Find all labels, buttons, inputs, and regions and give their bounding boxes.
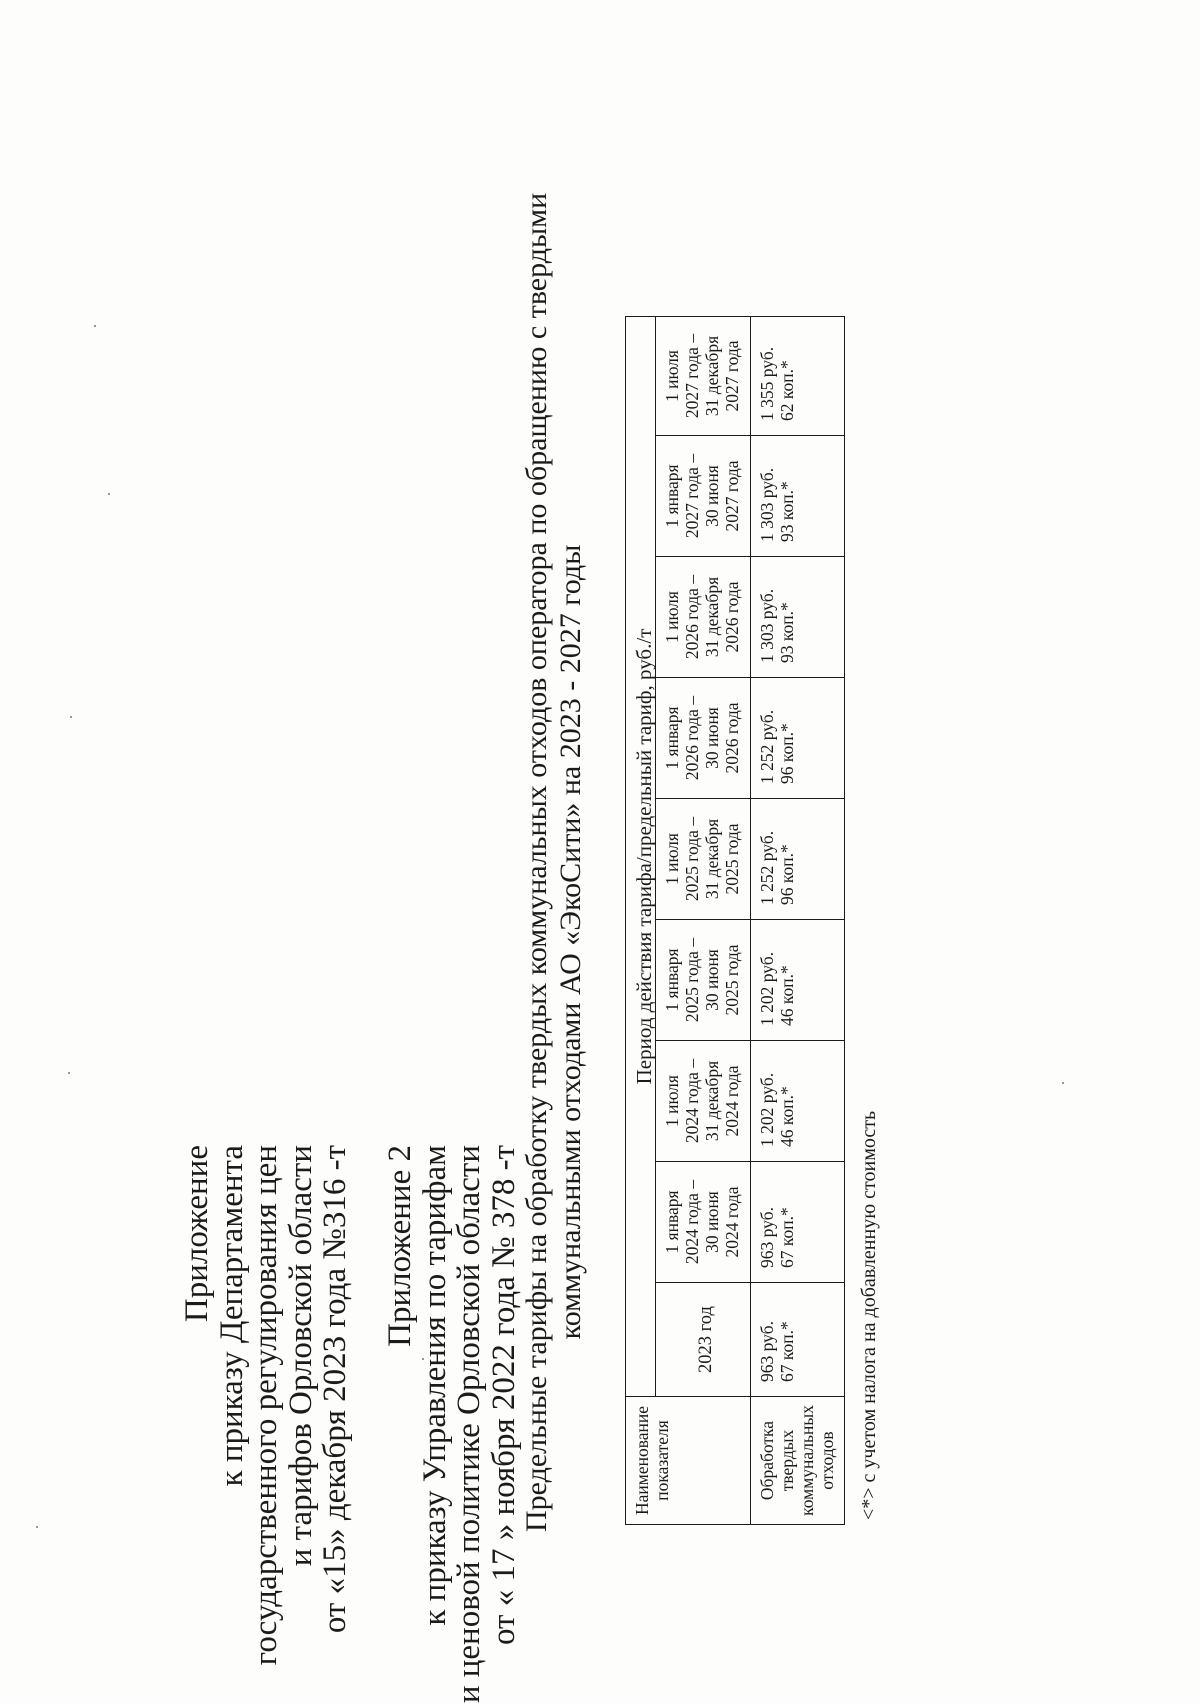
value-line: 67 коп.* bbox=[777, 1321, 797, 1382]
period-line: 1 января bbox=[662, 948, 682, 1012]
period-line: 2027 года – bbox=[682, 333, 702, 419]
footnote: <*> с учетом налога на добавленную стоимость bbox=[858, 1110, 880, 1520]
period-line: 2024 года – bbox=[682, 1058, 702, 1144]
period-line: 30 июня bbox=[702, 949, 722, 1011]
appendix-current-date: от «15» декабря 2023 года №316 -т bbox=[317, 1145, 353, 1634]
value-line: 1 252 руб. bbox=[757, 830, 777, 905]
period-cell bbox=[656, 1041, 751, 1162]
period-line: 1 июля bbox=[662, 350, 682, 402]
value-line: 963 руб. bbox=[757, 1207, 777, 1268]
period-line: 31 декабря bbox=[702, 576, 722, 658]
title-line: Предельные тарифы на обработку твердых коммунальных отходов оператора по обращению с твердыми bbox=[520, 192, 553, 1532]
appendix-previous-heading: Приложение 2 bbox=[382, 1145, 418, 1347]
period-cell bbox=[656, 799, 751, 920]
value-line: 1 202 руб. bbox=[757, 1072, 777, 1147]
period-line: 1 июля bbox=[662, 833, 682, 885]
header-line: Наименование bbox=[632, 1405, 652, 1516]
period-line: 1 июля bbox=[662, 1075, 682, 1127]
document-title bbox=[520, 192, 588, 1532]
tariff-value-cell bbox=[751, 799, 845, 920]
period-cell bbox=[656, 1162, 751, 1283]
value-line: 1 202 руб. bbox=[757, 951, 777, 1026]
period-line: 1 января bbox=[662, 1190, 682, 1254]
period-line: 30 июня bbox=[702, 707, 722, 769]
value-line: 963 руб. bbox=[757, 1321, 777, 1382]
period-line: 2025 года bbox=[722, 823, 742, 895]
appendix-current-line: и тарифов Орловской области bbox=[282, 1145, 319, 1567]
appendix-previous-line: к приказу Управления по тарифам bbox=[416, 1145, 453, 1626]
period-line: 2025 года – bbox=[682, 816, 702, 902]
period-cell bbox=[656, 678, 751, 799]
indicator-line: коммунальных bbox=[797, 1405, 817, 1516]
tariff-value-cell bbox=[751, 317, 845, 436]
indicator-line: Обработка bbox=[757, 1420, 777, 1501]
tariff-value-cell bbox=[751, 1283, 845, 1397]
period-line: 2023 год bbox=[696, 1306, 716, 1373]
tariff-value-cell bbox=[751, 1162, 845, 1283]
appendix-previous-date: от « 17 » ноября 2022 года № 378 -т bbox=[485, 1145, 522, 1646]
value-line: 46 коп.* bbox=[777, 965, 797, 1026]
period-line: 30 июня bbox=[702, 1191, 722, 1253]
value-line: 1 252 руб. bbox=[757, 709, 777, 784]
period-line: 2024 года bbox=[722, 1186, 742, 1258]
period-line: 2024 года bbox=[722, 1065, 742, 1137]
appendix-current-heading: Приложение bbox=[179, 1145, 215, 1323]
value-line: 96 коп.* bbox=[777, 723, 797, 784]
value-line: 1 303 руб. bbox=[757, 467, 777, 542]
value-line: 1 355 руб. bbox=[757, 346, 777, 421]
period-line: 2027 года – bbox=[682, 453, 702, 539]
value-line: 96 коп.* bbox=[777, 844, 797, 905]
period-line: 2025 года – bbox=[682, 937, 702, 1023]
period-line: 2027 года bbox=[722, 340, 742, 412]
tariff-value-cell bbox=[751, 678, 845, 799]
tariff-value-cell bbox=[751, 436, 845, 557]
period-line: 2024 года – bbox=[682, 1179, 702, 1265]
period-header: Период действия тарифа/предельный тариф, руб./т bbox=[626, 317, 656, 1397]
period-cell bbox=[656, 436, 751, 557]
period-line: 1 июля bbox=[662, 591, 682, 643]
indicator-line: твердых bbox=[777, 1429, 797, 1492]
period-line: 31 декабря bbox=[702, 335, 722, 417]
value-line: 67 коп.* bbox=[777, 1207, 797, 1268]
period-line: 30 июня bbox=[702, 465, 722, 527]
appendix-previous-line: и ценовой политике Орловской области bbox=[451, 1145, 487, 1703]
value-line: 1 303 руб. bbox=[757, 588, 777, 663]
period-cell bbox=[656, 317, 751, 436]
period-line: 31 декабря bbox=[702, 1060, 722, 1142]
value-line: 46 коп.* bbox=[777, 1086, 797, 1147]
period-cell bbox=[656, 557, 751, 678]
tariff-value-cell bbox=[751, 920, 845, 1041]
header-line: показателя bbox=[652, 1420, 672, 1501]
period-line: 1 января bbox=[662, 706, 682, 770]
value-line: 62 коп.* bbox=[777, 360, 797, 421]
period-line: 2025 года bbox=[722, 944, 742, 1016]
indicator-name-cell bbox=[751, 1397, 845, 1525]
period-cell bbox=[656, 1283, 751, 1397]
appendix-current-line: государственного регулирования цен bbox=[248, 1145, 284, 1666]
appendix-current bbox=[180, 1145, 353, 1665]
tariff-value-cell bbox=[751, 557, 845, 678]
indicator-header bbox=[626, 1397, 751, 1525]
tariff-value-cell bbox=[751, 1041, 845, 1162]
period-line: 2026 года – bbox=[682, 574, 702, 660]
title-line: коммунальными отходами АО «ЭкоСити» на 2023 - 2027 годы bbox=[554, 544, 587, 1340]
appendix-current-line: к приказу Департамента bbox=[213, 1145, 250, 1487]
period-line: 2026 года bbox=[722, 581, 742, 653]
appendix-previous bbox=[383, 1145, 521, 1703]
period-line: 2026 года – bbox=[682, 695, 702, 781]
value-line: 93 коп.* bbox=[777, 481, 797, 542]
period-cell bbox=[656, 920, 751, 1041]
period-line: 2027 года bbox=[722, 460, 742, 532]
period-line: 2026 года bbox=[722, 702, 742, 774]
indicator-line: отходов bbox=[817, 1431, 837, 1490]
tariff-table bbox=[625, 316, 845, 1525]
value-line: 93 коп.* bbox=[777, 602, 797, 663]
period-line: 1 января bbox=[662, 464, 682, 528]
period-line: 31 декабря bbox=[702, 818, 722, 900]
